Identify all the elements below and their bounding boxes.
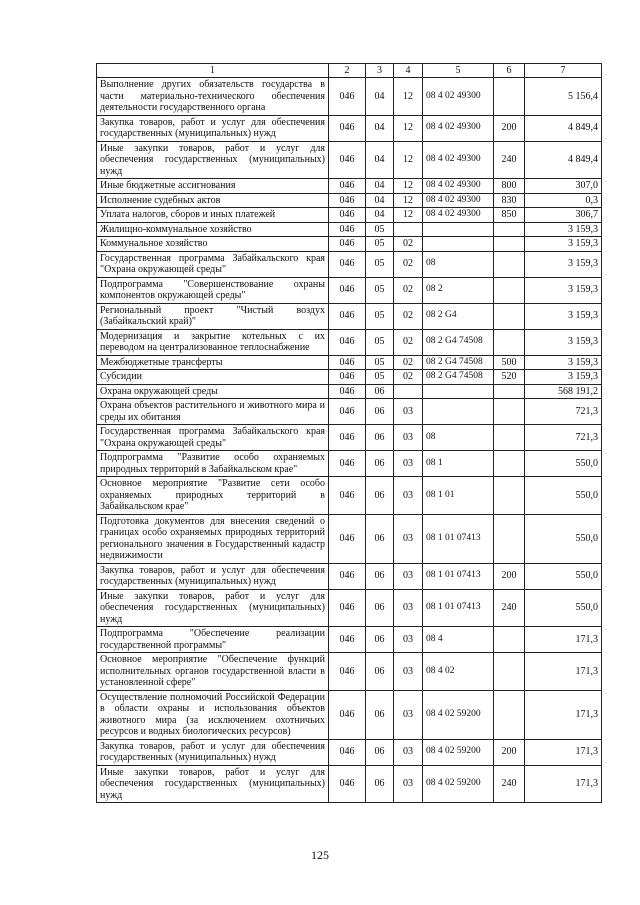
expense-type-cell: 500 [494, 355, 525, 370]
table-row [97, 370, 602, 385]
amount-cell: 0,3 [525, 193, 602, 208]
item-name-cell: Охрана объектов растительного и животного мира и среды их обитания [97, 399, 329, 425]
ministry-code-cell: 046 [329, 141, 366, 179]
table-row [97, 425, 602, 451]
item-name-cell: Государственная программа Забайкальского края "Охрана окружающей среды" [97, 251, 329, 277]
column-header: 7 [525, 64, 602, 78]
subsection-code-cell: 03 [394, 653, 423, 691]
item-name-cell: Иные закупки товаров, работ и услуг для обеспечения государственных (муниципальных) нужд [97, 141, 329, 179]
subsection-code-cell: 03 [394, 589, 423, 627]
ministry-code-cell: 046 [329, 514, 366, 563]
subsection-code-cell: 02 [394, 370, 423, 385]
subsection-code-cell: 03 [394, 477, 423, 515]
budget-table [96, 63, 602, 803]
item-name-cell: Межбюджетные трансферты [97, 355, 329, 370]
section-code-cell: 06 [366, 514, 394, 563]
expense-type-cell: 830 [494, 193, 525, 208]
amount-cell: 550,0 [525, 514, 602, 563]
target-article-cell: 08 4 02 59200 [423, 765, 494, 803]
amount-cell: 3 159,3 [525, 277, 602, 303]
table-row [97, 222, 602, 237]
column-header: 6 [494, 64, 525, 78]
ministry-code-cell: 046 [329, 563, 366, 589]
section-code-cell: 04 [366, 208, 394, 223]
section-code-cell: 06 [366, 739, 394, 765]
section-code-cell: 06 [366, 690, 394, 739]
section-code-cell: 04 [366, 141, 394, 179]
table-row [97, 739, 602, 765]
subsection-code-cell [394, 384, 423, 399]
page-number: 125 [311, 848, 329, 862]
item-name-cell: Основное мероприятие "Обеспечение функций исполнительных органов государственной власти в установленной сфере" [97, 653, 329, 691]
subsection-code-cell: 12 [394, 179, 423, 194]
amount-cell: 721,3 [525, 399, 602, 425]
expense-type-cell: 200 [494, 563, 525, 589]
subsection-code-cell: 02 [394, 303, 423, 329]
target-article-cell: 08 2 G4 [423, 303, 494, 329]
target-article-cell [423, 222, 494, 237]
item-name-cell: Иные бюджетные ассигнования [97, 179, 329, 194]
table-row [97, 208, 602, 223]
subsection-code-cell: 12 [394, 78, 423, 116]
table-row [97, 653, 602, 691]
amount-cell: 3 159,3 [525, 329, 602, 355]
ministry-code-cell: 046 [329, 78, 366, 116]
amount-cell: 171,3 [525, 765, 602, 803]
ministry-code-cell: 046 [329, 690, 366, 739]
amount-cell: 307,0 [525, 179, 602, 194]
expense-type-cell [494, 514, 525, 563]
amount-cell: 171,3 [525, 627, 602, 653]
subsection-code-cell: 03 [394, 765, 423, 803]
expense-type-cell [494, 78, 525, 116]
target-article-cell: 08 4 02 49300 [423, 115, 494, 141]
section-code-cell: 04 [366, 78, 394, 116]
expense-type-cell [494, 303, 525, 329]
subsection-code-cell: 12 [394, 193, 423, 208]
table-row [97, 329, 602, 355]
amount-cell: 171,3 [525, 739, 602, 765]
target-article-cell: 08 1 01 07413 [423, 589, 494, 627]
expense-type-cell [494, 627, 525, 653]
ministry-code-cell: 046 [329, 765, 366, 803]
amount-cell: 306,7 [525, 208, 602, 223]
amount-cell: 568 191,2 [525, 384, 602, 399]
item-name-cell: Модернизация и закрытие котельных с их переводом на централизованное теплоснабжение [97, 329, 329, 355]
amount-cell: 4 849,4 [525, 141, 602, 179]
subsection-code-cell: 03 [394, 399, 423, 425]
amount-cell: 3 159,3 [525, 237, 602, 252]
section-code-cell: 06 [366, 451, 394, 477]
amount-cell: 5 156,4 [525, 78, 602, 116]
section-code-cell: 06 [366, 627, 394, 653]
item-name-cell: Осуществление полномочий Российской Федерации в области охраны и использования объектов животного мира (за исключением охотничьих ресурсов и водных биологических ресурсов) [97, 690, 329, 739]
subsection-code-cell: 02 [394, 251, 423, 277]
expense-type-cell [494, 237, 525, 252]
item-name-cell: Подпрограмма "Обеспечение реализации государственной программы" [97, 627, 329, 653]
item-name-cell: Коммунальное хозяйство [97, 237, 329, 252]
ministry-code-cell: 046 [329, 222, 366, 237]
table-row [97, 78, 602, 116]
section-code-cell: 06 [366, 589, 394, 627]
section-code-cell: 04 [366, 115, 394, 141]
table-row [97, 563, 602, 589]
ministry-code-cell: 046 [329, 589, 366, 627]
amount-cell: 3 159,3 [525, 370, 602, 385]
subsection-code-cell: 03 [394, 514, 423, 563]
section-code-cell: 05 [366, 329, 394, 355]
section-code-cell: 05 [366, 251, 394, 277]
target-article-cell: 08 4 02 49300 [423, 141, 494, 179]
section-code-cell: 06 [366, 384, 394, 399]
item-name-cell: Охрана окружающей среды [97, 384, 329, 399]
expense-type-cell: 800 [494, 179, 525, 194]
expense-type-cell: 200 [494, 115, 525, 141]
ministry-code-cell: 046 [329, 370, 366, 385]
ministry-code-cell: 046 [329, 384, 366, 399]
ministry-code-cell: 046 [329, 237, 366, 252]
ministry-code-cell: 046 [329, 329, 366, 355]
subsection-code-cell: 03 [394, 690, 423, 739]
section-code-cell: 05 [366, 355, 394, 370]
item-name-cell: Основное мероприятие "Развитие сети особо охраняемых природных территорий в Забайкальском крае" [97, 477, 329, 515]
amount-cell: 171,3 [525, 653, 602, 691]
target-article-cell: 08 2 G4 74508 [423, 370, 494, 385]
amount-cell: 550,0 [525, 477, 602, 515]
expense-type-cell: 240 [494, 589, 525, 627]
target-article-cell: 08 1 01 [423, 477, 494, 515]
table-row [97, 589, 602, 627]
ministry-code-cell: 046 [329, 208, 366, 223]
ministry-code-cell: 046 [329, 355, 366, 370]
table-row [97, 179, 602, 194]
amount-cell: 550,0 [525, 451, 602, 477]
ministry-code-cell: 046 [329, 193, 366, 208]
expense-type-cell [494, 251, 525, 277]
table-row [97, 514, 602, 563]
table-row [97, 627, 602, 653]
ministry-code-cell: 046 [329, 425, 366, 451]
table-row [97, 384, 602, 399]
subsection-code-cell: 12 [394, 115, 423, 141]
column-header: 5 [423, 64, 494, 78]
amount-cell: 4 849,4 [525, 115, 602, 141]
subsection-code-cell: 03 [394, 425, 423, 451]
section-code-cell: 06 [366, 399, 394, 425]
subsection-code-cell [394, 222, 423, 237]
expense-type-cell: 240 [494, 141, 525, 179]
subsection-code-cell: 02 [394, 277, 423, 303]
item-name-cell: Закупка товаров, работ и услуг для обеспечения государственных (муниципальных) нужд [97, 115, 329, 141]
amount-cell: 3 159,3 [525, 355, 602, 370]
item-name-cell: Подготовка документов для внесения сведений о границах особо охраняемых природных территорий регионального значения в Государственный кадастр недвижимости [97, 514, 329, 563]
expense-type-cell [494, 690, 525, 739]
section-code-cell: 06 [366, 425, 394, 451]
expense-type-cell: 850 [494, 208, 525, 223]
subsection-code-cell: 12 [394, 141, 423, 179]
target-article-cell: 08 1 01 07413 [423, 514, 494, 563]
target-article-cell: 08 [423, 425, 494, 451]
target-article-cell: 08 4 02 49300 [423, 193, 494, 208]
expense-type-cell [494, 425, 525, 451]
expense-type-cell: 240 [494, 765, 525, 803]
item-name-cell: Выполнение других обязательств государства в части материально-технического обеспечения деятельности государственного органа [97, 78, 329, 116]
table-row [97, 251, 602, 277]
target-article-cell: 08 1 01 07413 [423, 563, 494, 589]
table-row [97, 477, 602, 515]
section-code-cell: 04 [366, 179, 394, 194]
expense-type-cell [494, 277, 525, 303]
target-article-cell: 08 4 02 49300 [423, 78, 494, 116]
expense-type-cell [494, 451, 525, 477]
item-name-cell: Жилищно-коммунальное хозяйство [97, 222, 329, 237]
item-name-cell: Закупка товаров, работ и услуг для обеспечения государственных (муниципальных) нужд [97, 739, 329, 765]
header-row [97, 64, 602, 78]
item-name-cell: Закупка товаров, работ и услуг для обеспечения государственных (муниципальных) нужд [97, 563, 329, 589]
column-header: 2 [329, 64, 366, 78]
column-header: 4 [394, 64, 423, 78]
expense-type-cell [494, 384, 525, 399]
target-article-cell: 08 [423, 251, 494, 277]
table-row [97, 765, 602, 803]
subsection-code-cell: 02 [394, 237, 423, 252]
ministry-code-cell: 046 [329, 451, 366, 477]
table-row [97, 303, 602, 329]
table-row [97, 277, 602, 303]
amount-cell: 550,0 [525, 563, 602, 589]
subsection-code-cell: 02 [394, 329, 423, 355]
ministry-code-cell: 046 [329, 627, 366, 653]
amount-cell: 3 159,3 [525, 222, 602, 237]
section-code-cell: 06 [366, 765, 394, 803]
target-article-cell [423, 384, 494, 399]
subsection-code-cell: 12 [394, 208, 423, 223]
target-article-cell: 08 1 [423, 451, 494, 477]
target-article-cell [423, 237, 494, 252]
amount-cell: 721,3 [525, 425, 602, 451]
amount-cell: 3 159,3 [525, 251, 602, 277]
ministry-code-cell: 046 [329, 653, 366, 691]
table-body [97, 78, 602, 803]
amount-cell: 550,0 [525, 589, 602, 627]
amount-cell: 3 159,3 [525, 303, 602, 329]
subsection-code-cell: 02 [394, 355, 423, 370]
ministry-code-cell: 046 [329, 277, 366, 303]
section-code-cell: 04 [366, 193, 394, 208]
subsection-code-cell: 03 [394, 739, 423, 765]
target-article-cell: 08 2 G4 74508 [423, 329, 494, 355]
item-name-cell: Уплата налогов, сборов и иных платежей [97, 208, 329, 223]
expense-type-cell [494, 399, 525, 425]
section-code-cell: 06 [366, 653, 394, 691]
ministry-code-cell: 046 [329, 251, 366, 277]
subsection-code-cell: 03 [394, 451, 423, 477]
item-name-cell: Исполнение судебных актов [97, 193, 329, 208]
target-article-cell: 08 2 [423, 277, 494, 303]
column-header: 3 [366, 64, 394, 78]
ministry-code-cell: 046 [329, 477, 366, 515]
expense-type-cell: 520 [494, 370, 525, 385]
target-article-cell: 08 4 02 59200 [423, 690, 494, 739]
table-row [97, 690, 602, 739]
section-code-cell: 06 [366, 563, 394, 589]
item-name-cell: Иные закупки товаров, работ и услуг для обеспечения государственных (муниципальных) нужд [97, 589, 329, 627]
item-name-cell: Субсидии [97, 370, 329, 385]
section-code-cell: 05 [366, 222, 394, 237]
subsection-code-cell: 03 [394, 563, 423, 589]
table-row [97, 399, 602, 425]
table-row [97, 193, 602, 208]
ministry-code-cell: 046 [329, 303, 366, 329]
table-row [97, 115, 602, 141]
item-name-cell: Подпрограмма "Развитие особо охраняемых природных территорий в Забайкальском крае" [97, 451, 329, 477]
section-code-cell: 05 [366, 303, 394, 329]
table-row [97, 355, 602, 370]
ministry-code-cell: 046 [329, 115, 366, 141]
ministry-code-cell: 046 [329, 399, 366, 425]
item-name-cell: Региональный проект "Чистый воздух (Забайкальский край)" [97, 303, 329, 329]
target-article-cell: 08 2 G4 74508 [423, 355, 494, 370]
expense-type-cell: 200 [494, 739, 525, 765]
amount-cell: 171,3 [525, 690, 602, 739]
item-name-cell: Иные закупки товаров, работ и услуг для обеспечения государственных (муниципальных) нужд [97, 765, 329, 803]
target-article-cell: 08 4 02 49300 [423, 179, 494, 194]
expense-type-cell [494, 222, 525, 237]
section-code-cell: 05 [366, 370, 394, 385]
subsection-code-cell: 03 [394, 627, 423, 653]
expense-type-cell [494, 653, 525, 691]
section-code-cell: 05 [366, 237, 394, 252]
section-code-cell: 05 [366, 277, 394, 303]
table-row [97, 451, 602, 477]
target-article-cell: 08 4 [423, 627, 494, 653]
ministry-code-cell: 046 [329, 739, 366, 765]
table-row [97, 237, 602, 252]
item-name-cell: Подпрограмма "Совершенствование охраны компонентов окружающей среды" [97, 277, 329, 303]
target-article-cell: 08 4 02 49300 [423, 208, 494, 223]
target-article-cell [423, 399, 494, 425]
ministry-code-cell: 046 [329, 179, 366, 194]
target-article-cell: 08 4 02 59200 [423, 739, 494, 765]
expense-type-cell [494, 477, 525, 515]
target-article-cell: 08 4 02 [423, 653, 494, 691]
column-header: 1 [97, 64, 329, 78]
expense-type-cell [494, 329, 525, 355]
table-row [97, 141, 602, 179]
section-code-cell: 06 [366, 477, 394, 515]
item-name-cell: Государственная программа Забайкальского края "Охрана окружающей среды" [97, 425, 329, 451]
